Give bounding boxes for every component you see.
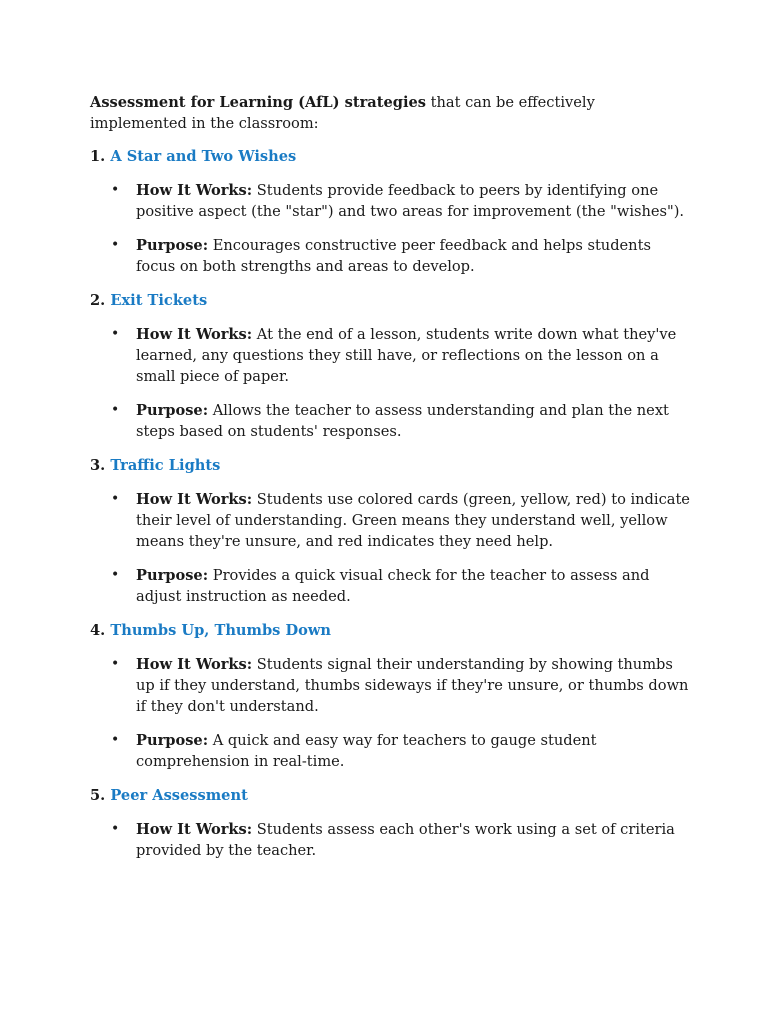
list-item [90, 489, 690, 552]
bullet-icon: • [111, 821, 120, 837]
point-text: Allows the teacher to assess understanding and plan the next steps based on students' responses. [136, 402, 669, 440]
point-term: Purpose: [136, 237, 209, 254]
point-text: Students signal their understanding by showing thumbs up if they understand, thumbs sideways if they're unsure, or thumbs down if they don't understand. [136, 656, 689, 715]
document-page [90, 92, 690, 874]
strategy-link[interactable]: Exit Tickets [110, 292, 208, 309]
point-text: Students assess each other's work using a set of criteria provided by the teacher. [136, 821, 675, 859]
list-item [90, 819, 690, 861]
point-term: Purpose: [136, 402, 209, 419]
point-text: Encourages constructive peer feedback and helps students focus on both strengths and areas to develop. [136, 237, 651, 275]
strategy-points [90, 654, 690, 772]
strategy-number: 3. [90, 457, 106, 474]
strategy-3 [90, 455, 690, 607]
point-text: A quick and easy way for teachers to gauge student comprehension in real-time. [136, 732, 597, 770]
list-item [90, 400, 690, 442]
strategy-number: 4. [90, 622, 106, 639]
point-term: How It Works: [136, 326, 253, 343]
list-item [90, 654, 690, 717]
strategy-title [90, 785, 690, 806]
strategy-title [90, 620, 690, 641]
bullet-icon: • [111, 402, 120, 418]
point-text: Provides a quick visual check for the teacher to assess and adjust instruction as needed. [136, 567, 650, 605]
list-item [90, 324, 690, 387]
bullet-icon: • [111, 326, 120, 342]
strategy-points [90, 324, 690, 442]
intro-paragraph [90, 92, 690, 134]
strategy-number: 1. [90, 148, 106, 165]
list-item [90, 565, 690, 607]
point-term: How It Works: [136, 491, 253, 508]
strategy-2 [90, 290, 690, 442]
point-text: At the end of a lesson, students write down what they've learned, any questions they still have, or reflections on the lesson on a small piece of paper. [136, 326, 677, 385]
point-term: How It Works: [136, 656, 253, 673]
list-item [90, 235, 690, 277]
strategy-title [90, 146, 690, 167]
point-term: Purpose: [136, 732, 209, 749]
list-item [90, 730, 690, 772]
strategy-points [90, 489, 690, 607]
point-text: Students provide feedback to peers by identifying one positive aspect (the "star") and two areas for improvement (the "wishes"). [136, 182, 685, 220]
strategy-1 [90, 146, 690, 277]
strategy-points [90, 819, 690, 861]
strategy-points [90, 180, 690, 277]
strategy-number: 2. [90, 292, 106, 309]
point-text: Students use colored cards (green, yellow, red) to indicate their level of understanding. Green means they understand well, yellow means they're unsure, and red indicates they need help. [136, 491, 690, 550]
intro-bold: Assessment for Learning (AfL) strategies [90, 94, 427, 111]
bullet-icon: • [111, 656, 120, 672]
strategy-title [90, 455, 690, 476]
bullet-icon: • [111, 182, 120, 198]
bullet-icon: • [111, 732, 120, 748]
strategy-title [90, 290, 690, 311]
point-term: How It Works: [136, 182, 253, 199]
bullet-icon: • [111, 237, 120, 253]
list-item [90, 180, 690, 222]
point-term: How It Works: [136, 821, 253, 838]
intro-rest: that can be effectively implemented in the classroom: [90, 94, 595, 132]
strategy-link[interactable]: A Star and Two Wishes [110, 148, 297, 165]
strategy-link[interactable]: Peer Assessment [110, 787, 248, 804]
strategy-5 [90, 785, 690, 861]
bullet-icon: • [111, 491, 120, 507]
strategy-list [90, 146, 690, 861]
point-term: Purpose: [136, 567, 209, 584]
strategy-link[interactable]: Traffic Lights [110, 457, 221, 474]
bullet-icon: • [111, 567, 120, 583]
strategy-number: 5. [90, 787, 106, 804]
strategy-4 [90, 620, 690, 772]
strategy-link[interactable]: Thumbs Up, Thumbs Down [110, 622, 332, 639]
